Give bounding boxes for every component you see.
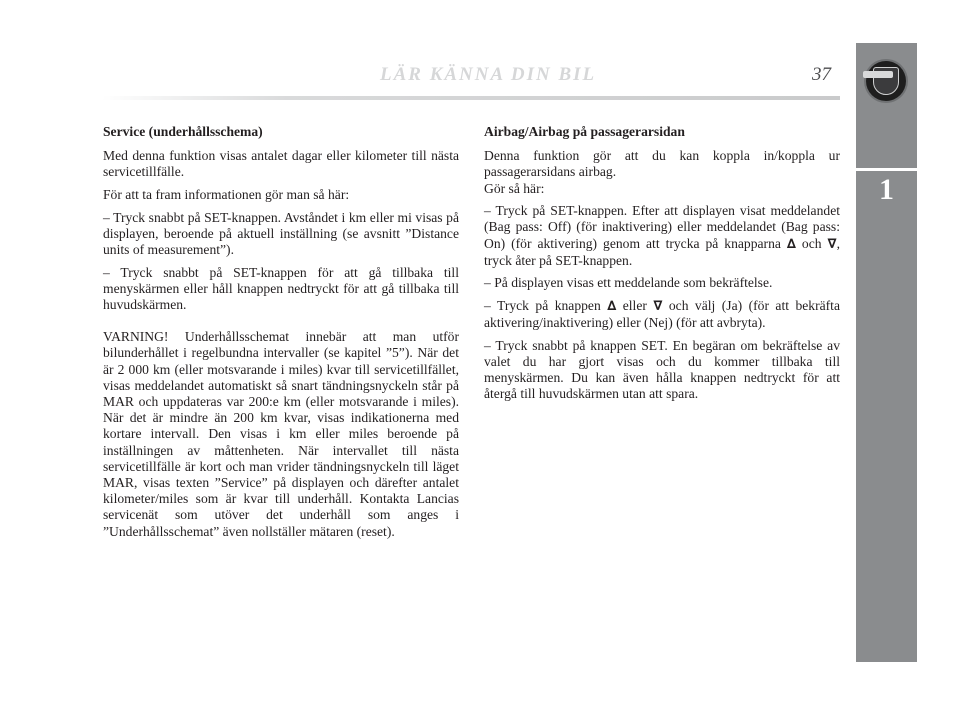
up-arrow-icon: ∆ [607, 299, 617, 314]
down-arrow-icon: ∇ [827, 236, 837, 252]
warning-paragraph: VARNING! Underhållsschemat innebär att man utför bilunderhållet i regelbundna intervaller (se kapitel ”5”). När det är 2 000 km (eller motsvarande i miles) kvar till servicetillfället, visas meddelandet automatiskt så snart tändningsnyckeln står på MAR och uppdateras var 200:e km (eller motsvarande i miles). När det är mindre än 200 km kvar, visas indikationerna med kortare intervall. Den visas i km eller miles beroende på inställningen av måttenheten. När intervallet till nästa servicetillfälle är kort och man vrider tändningsnyckeln till läget MAR, visas texten ”Service” på displayen och därefter antalet kilometer/miles som är kvar till underhåll. Kontakta Lancias servicenät som utöver det underhåll som anges i ”Underhållsschemat” även nollställer mätaren (reset). [103, 329, 459, 539]
paragraph [484, 203, 840, 269]
paragraph: – På displayen visas ett meddelande som bekräftelse. [484, 275, 773, 291]
chapter-number: 1 [879, 173, 894, 206]
text: , tryck åter på SET-knappen. [484, 235, 840, 268]
text: och välj (Ja) (för att bekräfta aktivering/inaktivering) eller (Nej) (för att avbryta). [484, 298, 840, 331]
paragraph: Med denna funktion visas antalet dagar eller kilometer till nästa servicetillfälle. [103, 148, 459, 180]
running-title: LÄR KÄNNA DIN BIL [380, 64, 597, 85]
right-column [484, 124, 840, 409]
logo-banner [863, 71, 893, 78]
text: – Tryck på knappen [484, 298, 601, 313]
tab-divider [856, 168, 917, 171]
down-arrow-icon: ∇ [653, 299, 663, 314]
lancia-logo-icon [866, 61, 906, 101]
text: och [801, 235, 822, 251]
left-column [103, 124, 459, 546]
up-arrow-icon: ∆ [786, 236, 796, 252]
page-number: 37 [812, 64, 831, 85]
paragraph: – Tryck snabbt på SET-knappen för att gå tillbaka till menyskärmen eller håll knappen nedtryckt för att gå tillbaka till huvudskärmen. [103, 264, 459, 312]
paragraph: För att ta fram informationen gör man så här: [103, 187, 350, 202]
paragraph: Denna funktion gör att du kan koppla in/koppla ur passagerarsidans airbag. [484, 148, 840, 180]
chapter-side-tab [856, 43, 917, 662]
header-rule [102, 96, 840, 100]
paragraph [484, 298, 840, 331]
section-heading-airbag: Airbag/Airbag på passagerarsidan [484, 124, 685, 139]
paragraph: Gör så här: [484, 180, 545, 196]
section-heading-service: Service (underhållsschema) [103, 124, 263, 139]
paragraph: – Tryck snabbt på SET-knappen. Avståndet i km eller mi visas på displayen, beroende på aktuell inställning (se avsnitt ”Distance units of measurement”). [103, 209, 459, 257]
text: eller [622, 298, 647, 313]
paragraph: – Tryck snabbt på knappen SET. En begäran om bekräftelse av valet du har gjort visas och du kommer tillbaka till menyskärmen. Du kan även hålla knappen nedtryckt för att återgå till huvudskärmen utan att spara. [484, 337, 840, 402]
text: – Tryck på SET-knappen. Efter att displayen visat meddelandet (Bag pass: Off) (för inaktivering) eller meddelandet (Bag pass: On) (för aktivering) genom att trycka på knapparna [484, 203, 840, 251]
